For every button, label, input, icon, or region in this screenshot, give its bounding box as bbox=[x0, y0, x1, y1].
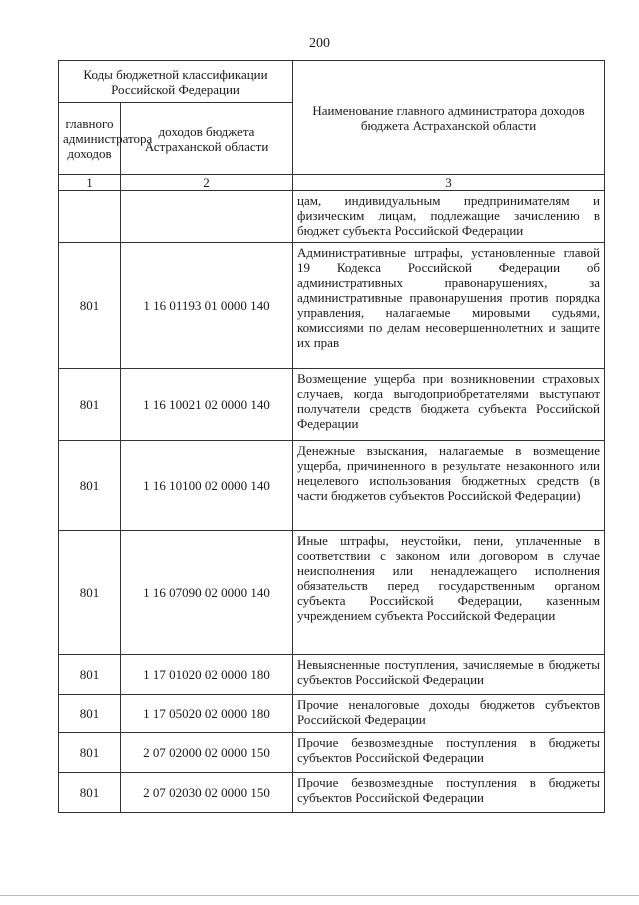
admin-code-cell: 801 bbox=[59, 243, 121, 369]
column-number: 2 bbox=[121, 175, 293, 191]
budget-classification-table bbox=[58, 60, 605, 813]
income-name-cell: Прочие неналоговые доходы бюджетов субъектов Российской Федерации bbox=[293, 695, 605, 733]
income-code-cell: 1 16 07090 02 0000 140 bbox=[121, 531, 293, 655]
page-bottom-divider bbox=[0, 895, 639, 896]
header-row-numbers bbox=[59, 175, 605, 191]
table-row bbox=[59, 369, 605, 441]
income-name-cell: Возмещение ущерба при возникновении страховых случаев, когда выгодоприобретателями выступают получатели средств бюджета субъекта Российской Федерации bbox=[293, 369, 605, 441]
header-name-column: Наименование главного администратора доходов бюджета Астраханской области bbox=[293, 61, 605, 175]
header-group-title: Коды бюджетной классификации Российской Федерации bbox=[59, 61, 293, 103]
income-code-cell: 1 16 10100 02 0000 140 bbox=[121, 441, 293, 531]
income-name-cell: Невыясненные поступления, зачисляемые в бюджеты субъектов Российской Федерации bbox=[293, 655, 605, 695]
table-row bbox=[59, 531, 605, 655]
header-income-column: доходов бюджета Астраханской области bbox=[121, 103, 293, 175]
table-row bbox=[59, 243, 605, 369]
table-row bbox=[59, 655, 605, 695]
table-row bbox=[59, 441, 605, 531]
admin-code-cell: 801 bbox=[59, 369, 121, 441]
income-code-cell: 1 17 01020 02 0000 180 bbox=[121, 655, 293, 695]
income-name-cell: цам, индивидуальным предпринимателям и физическим лицам, подлежащие зачислению в бюджет субъекта Российской Федерации bbox=[293, 191, 605, 243]
income-name-cell: Иные штрафы, неустойки, пени, уплаченные в соответствии с законом или договором в случае неисполнения или ненадлежащего исполнения обязательств перед государственным органом субъекта Российской Федерации, казенным учреждением субъекта Российской Федерации bbox=[293, 531, 605, 655]
income-code-cell: 2 07 02000 02 0000 150 bbox=[121, 733, 293, 773]
table-row bbox=[59, 733, 605, 773]
admin-code-cell: 801 bbox=[59, 531, 121, 655]
table-row bbox=[59, 773, 605, 813]
income-code-cell: 1 17 05020 02 0000 180 bbox=[121, 695, 293, 733]
income-code-cell bbox=[121, 191, 293, 243]
admin-code-cell: 801 bbox=[59, 655, 121, 695]
admin-code-cell: 801 bbox=[59, 695, 121, 733]
admin-code-cell: 801 bbox=[59, 733, 121, 773]
page-number: 200 bbox=[309, 36, 330, 51]
table-row bbox=[59, 191, 605, 243]
income-code-cell: 1 16 01193 01 0000 140 bbox=[121, 243, 293, 369]
admin-code-cell: 801 bbox=[59, 773, 121, 813]
income-name-cell: Прочие безвозмездные поступления в бюджеты субъектов Российской Федерации bbox=[293, 733, 605, 773]
income-name-cell: Денежные взыскания, налагаемые в возмещение ущерба, причиненного в результате незаконного или нецелевого использования бюджетных средств (в части бюджетов субъектов Российской Федерации) bbox=[293, 441, 605, 531]
column-number: 3 bbox=[293, 175, 605, 191]
column-number: 1 bbox=[59, 175, 121, 191]
admin-code-cell: 801 bbox=[59, 441, 121, 531]
header-admin-column: главного администратора доходов bbox=[59, 103, 121, 175]
income-name-cell: Прочие безвозмездные поступления в бюджеты субъектов Российской Федерации bbox=[293, 773, 605, 813]
income-code-cell: 1 16 10021 02 0000 140 bbox=[121, 369, 293, 441]
header-row-group bbox=[59, 61, 605, 103]
income-code-cell: 2 07 02030 02 0000 150 bbox=[121, 773, 293, 813]
table-row bbox=[59, 695, 605, 733]
income-name-cell: Административные штрафы, установленные главой 19 Кодекса Российской Федерации об административных правонарушениях, за административные правонарушения против порядка управления, налагаемые мировыми судьями, комиссиями по делам несовершеннолетних и защите их прав bbox=[293, 243, 605, 369]
admin-code-cell bbox=[59, 191, 121, 243]
